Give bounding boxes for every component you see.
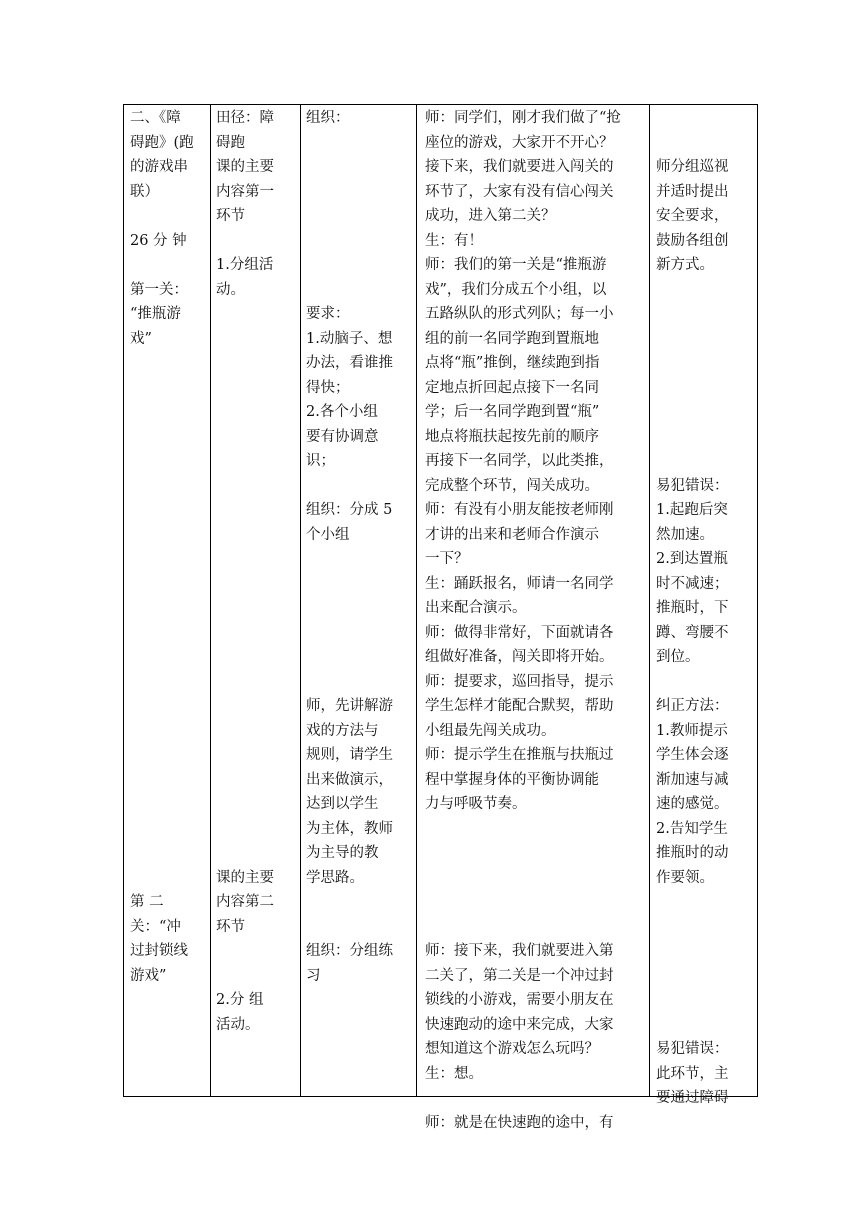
text-line: 易犯错误：	[656, 477, 729, 494]
text-line	[306, 645, 410, 670]
text-line: 出来配合演示。	[425, 600, 527, 616]
text-line: 然加速。	[656, 526, 714, 543]
text-line: 个小组	[306, 526, 350, 543]
text-line	[216, 939, 294, 964]
text-line	[306, 474, 410, 499]
text-line: 1.动脑子、想	[306, 330, 393, 347]
text-line: 二关了，第二关是一个冲过封	[425, 967, 614, 984]
text-line	[216, 768, 294, 793]
text-line	[216, 449, 294, 474]
text-line: 并适时提出	[656, 183, 729, 200]
text-line: 2.分 组	[216, 992, 264, 1008]
text-line	[656, 449, 753, 474]
text-line	[306, 596, 410, 621]
text-line: 师：提示学生在推瓶与扶瓶过	[425, 747, 614, 763]
text-line: 为主体，教师	[306, 820, 393, 837]
text-line	[656, 278, 753, 303]
text-line	[656, 915, 753, 940]
section-column	[124, 105, 210, 1096]
text-line	[216, 670, 294, 695]
text-line: 推瓶时，下	[656, 600, 729, 616]
text-line	[306, 572, 410, 597]
text-line	[130, 253, 204, 278]
text-line: 生：想。	[425, 1065, 483, 1082]
text-line	[130, 376, 204, 401]
text-line	[216, 351, 294, 376]
text-line	[656, 670, 753, 695]
text-line	[130, 572, 204, 597]
text-line: 生：踊跃报名，师请一名同学	[425, 575, 614, 592]
text-line: 关：“冲	[130, 918, 181, 935]
text-line	[130, 498, 204, 523]
text-line	[216, 302, 294, 327]
text-line: 程中掌握身体的平衡协调能	[425, 771, 599, 788]
text-line: 定地点折回起点接下一名同	[425, 379, 599, 396]
text-line: 到位。	[656, 649, 700, 665]
text-line: 游戏”	[130, 967, 167, 984]
text-line	[306, 278, 410, 303]
text-line: 组织：	[306, 110, 350, 126]
text-line	[130, 596, 204, 621]
text-line: 新方式。	[656, 257, 714, 273]
text-line	[216, 964, 294, 989]
text-line: 推瓶时的动	[656, 845, 729, 861]
text-line	[425, 817, 641, 842]
text-line: 小组最先闯关成功。	[425, 722, 556, 739]
text-line: 戏的方法与	[306, 722, 379, 739]
text-line: 环节	[216, 208, 245, 224]
text-line: 学生怎样才能配合默契，帮助	[425, 698, 614, 714]
text-line: 内容第一	[216, 183, 274, 200]
text-line: 师：就是在快速跑的途中，有	[425, 1114, 614, 1131]
text-line	[306, 229, 410, 254]
text-line	[216, 547, 294, 572]
text-line	[130, 425, 204, 450]
text-line	[425, 1086, 641, 1111]
text-line	[216, 400, 294, 425]
lesson-plan-table	[123, 104, 758, 1131]
text-line	[656, 327, 753, 352]
text-line	[130, 719, 204, 744]
text-line: 纠正方法：	[656, 698, 729, 714]
text-line	[216, 743, 294, 768]
text-line	[130, 204, 204, 229]
organization-column	[300, 105, 416, 1096]
text-line	[130, 768, 204, 793]
text-line: 鼓励各组创	[656, 232, 729, 249]
text-line	[656, 890, 753, 915]
text-line	[306, 890, 410, 915]
text-line: 内容第二	[216, 894, 274, 910]
text-line	[306, 621, 410, 646]
text-line	[130, 523, 204, 548]
text-line	[130, 670, 204, 695]
text-line: 师分组巡视	[656, 159, 729, 175]
text-line	[656, 939, 753, 964]
text-line	[216, 523, 294, 548]
text-line	[306, 180, 410, 205]
text-line: 再接下一名同学，以此类推，	[425, 453, 614, 469]
text-line: 学；后一名同学跑到置“瓶”	[425, 404, 600, 420]
text-line: 师：有没有小朋友能按老师刚	[425, 502, 614, 518]
text-line: 习	[306, 967, 321, 984]
text-line: 出来做演示，	[306, 771, 393, 788]
text-line: 联）	[130, 183, 159, 200]
text-line: 渐加速与减	[656, 771, 729, 788]
text-line: 五路纵队的形式列队；每一小	[425, 306, 614, 322]
text-line	[216, 498, 294, 523]
text-line	[216, 841, 294, 866]
text-line: 活动。	[216, 1016, 260, 1033]
text-line	[216, 327, 294, 352]
text-line	[656, 964, 753, 989]
text-line: 生：有！	[425, 232, 483, 249]
text-line: 锁线的小游戏，需要小朋友在	[425, 992, 614, 1008]
text-line	[656, 988, 753, 1013]
text-line	[656, 400, 753, 425]
text-line: 学思路。	[306, 869, 364, 886]
text-line	[216, 719, 294, 744]
text-line	[656, 1013, 753, 1038]
text-line: 易犯错误：	[656, 1041, 729, 1057]
text-line: 力与呼吸节奏。	[425, 796, 527, 812]
text-line: 碍跑》(跑	[130, 134, 194, 151]
text-line: 作要领。	[656, 869, 714, 886]
text-line	[216, 645, 294, 670]
text-line: 的游戏串	[130, 159, 188, 175]
text-line	[216, 229, 294, 254]
text-line	[130, 866, 204, 891]
text-line: 一下？	[425, 551, 469, 567]
guidance-column	[649, 105, 759, 1106]
text-line	[130, 792, 204, 817]
text-line	[656, 131, 753, 156]
text-line: 课的主要	[216, 869, 274, 886]
text-line: 安全要求，	[656, 208, 729, 224]
text-line: 成功，进入第二关？	[425, 208, 556, 224]
text-line: 第 二	[130, 894, 164, 910]
text-line	[425, 841, 641, 866]
text-line	[306, 915, 410, 940]
text-line: 环节了，大家有没有信心闯关	[425, 183, 614, 200]
text-line: 接下来，我们就要进入闯关的	[425, 159, 614, 175]
text-line	[656, 351, 753, 376]
text-line: 师，先讲解游	[306, 698, 393, 714]
text-line: 快速跑动的途中来完成，大家	[425, 1016, 614, 1033]
text-line: 课的主要	[216, 159, 274, 175]
text-line: 组织：分成 5	[306, 502, 393, 518]
text-line	[130, 400, 204, 425]
content-column	[210, 105, 300, 1096]
text-line	[130, 547, 204, 572]
text-line	[130, 474, 204, 499]
text-line: 26 分 钟	[130, 232, 187, 249]
text-line: 过封锁线	[130, 943, 188, 959]
text-line	[425, 866, 641, 891]
text-line: 师：做得非常好，下面就请各	[425, 624, 614, 641]
text-line: 组做好准备，闯关即将开始。	[425, 649, 614, 665]
text-line: 动。	[216, 281, 245, 298]
text-line: 要通过障碍	[656, 1090, 729, 1106]
text-line	[216, 596, 294, 621]
text-line: 师：同学们，刚才我们做了“抢	[425, 110, 621, 126]
text-line: 戏”，我们分成五个小组，以	[425, 281, 607, 298]
text-line: 组的前一名同学跑到置瓶地	[425, 330, 599, 347]
text-line	[130, 841, 204, 866]
text-line: 才讲的出来和老师合作演示	[425, 526, 599, 543]
text-line: 速的感觉。	[656, 796, 729, 812]
text-line: 识；	[306, 453, 335, 469]
text-line: 座位的游戏，大家开不开心？	[425, 134, 614, 151]
text-line	[306, 253, 410, 278]
text-line: 想知道这个游戏怎么玩吗？	[425, 1041, 599, 1057]
text-line	[130, 694, 204, 719]
text-line: 点将“瓶”推倒，继续跑到指	[425, 355, 600, 371]
text-line: 碍跑	[216, 134, 245, 151]
text-line	[656, 302, 753, 327]
text-line	[130, 351, 204, 376]
text-line: 要求：	[306, 306, 350, 322]
text-line: 得快；	[306, 379, 350, 396]
text-line: 环节	[216, 918, 245, 935]
text-line	[130, 449, 204, 474]
text-line: 2.告知学生	[656, 820, 728, 837]
text-line: 二、《障	[130, 110, 181, 126]
text-line: 2.到达置瓶	[656, 551, 728, 567]
text-line: 组织：分组练	[306, 943, 393, 959]
text-line: 此环节，主	[656, 1065, 729, 1082]
text-line: 1.起跑后突	[656, 502, 728, 518]
text-line	[130, 817, 204, 842]
text-line	[216, 572, 294, 597]
text-line	[306, 131, 410, 156]
text-line	[425, 890, 641, 915]
text-line: 蹲、弯腰不	[656, 624, 729, 641]
text-line	[306, 547, 410, 572]
text-line: 学生体会逐	[656, 747, 729, 763]
text-line	[130, 645, 204, 670]
text-line: 1.教师提示	[656, 722, 728, 739]
text-line	[216, 621, 294, 646]
text-line: 第一关：	[130, 281, 188, 298]
text-line	[130, 621, 204, 646]
text-line: 田径：障	[216, 110, 274, 126]
text-line: 师：提要求，巡回指导，提示	[425, 673, 614, 690]
text-line: 规则，请学生	[306, 747, 393, 763]
text-line	[216, 792, 294, 817]
text-line	[656, 376, 753, 401]
text-line	[656, 425, 753, 450]
text-line: 2.各个小组	[306, 404, 378, 420]
text-line	[306, 155, 410, 180]
text-line: 戏”	[130, 330, 152, 347]
text-line	[216, 474, 294, 499]
text-line	[216, 376, 294, 401]
text-line	[216, 817, 294, 842]
text-line: 地点将瓶扶起按先前的顺序	[425, 428, 599, 445]
text-line	[656, 106, 753, 131]
text-line: “推瓶游	[130, 306, 181, 322]
text-line	[216, 425, 294, 450]
text-line: 师：我们的第一关是“推瓶游	[425, 257, 607, 273]
text-line: 完成整个环节，闯关成功。	[425, 477, 599, 494]
text-line: 要有协调意	[306, 428, 379, 445]
text-line: 为主导的教	[306, 845, 379, 861]
text-line: 时不减速；	[656, 575, 729, 592]
text-line	[306, 204, 410, 229]
text-line: 1.分组活	[216, 257, 274, 273]
text-line: 师：接下来，我们就要进入第	[425, 943, 614, 959]
text-line	[306, 670, 410, 695]
teaching-process-column	[416, 105, 649, 1131]
text-line	[130, 743, 204, 768]
text-line	[216, 694, 294, 719]
text-line: 达到以学生	[306, 796, 379, 812]
text-line: 办法，看谁推	[306, 355, 393, 371]
text-line	[425, 915, 641, 940]
